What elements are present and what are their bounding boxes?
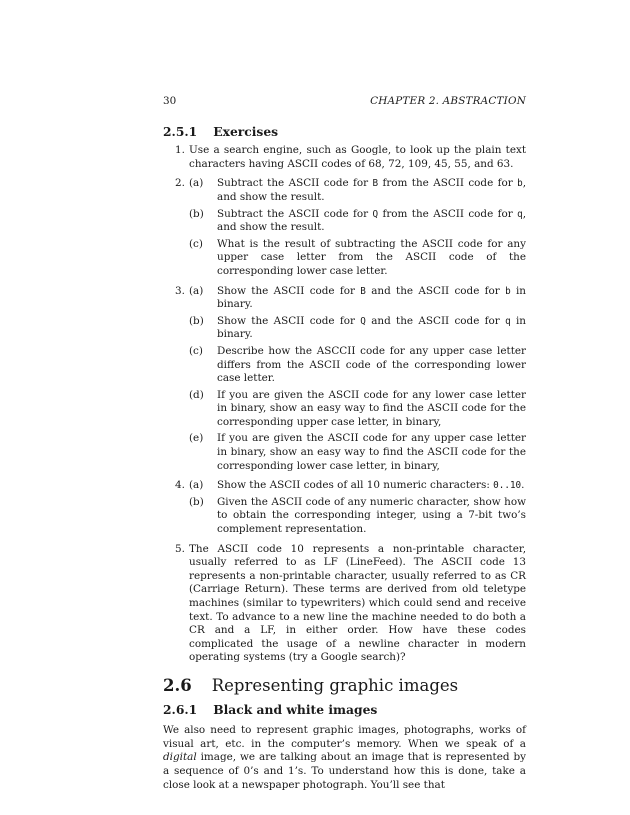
part-text-segment: in binary. (217, 284, 527, 311)
part-text (217, 315, 526, 342)
running-header (163, 95, 526, 109)
exercise-part (189, 238, 526, 279)
part-text-segment: Show the ASCII code for (217, 284, 361, 297)
exercises-title: Exercises (213, 123, 279, 139)
part-text-segment: Show the ASCII code for (217, 314, 361, 327)
exercise-number: 5. (175, 542, 185, 555)
exercise-item (163, 543, 526, 665)
exercise-part (189, 177, 526, 204)
part-text-segment: from the ASCII code for (378, 207, 518, 220)
page (163, 95, 526, 792)
inline-code: Q (372, 208, 379, 220)
subsection-number: 2.6.1 (163, 701, 198, 717)
exercise-item (163, 479, 526, 536)
part-text (217, 177, 526, 204)
part-text-segment: Given the ASCII code of any numeric character, show how to obtain the corresponding integer, using a 7-bit two’s complement representation. (217, 495, 526, 536)
inline-code: B (372, 178, 379, 190)
exercises-heading (163, 125, 526, 139)
section-number: 2.6 (163, 675, 192, 695)
part-label: (d) (189, 388, 204, 401)
section-title: Representing graphic images (211, 675, 459, 695)
exercise-text: Use a search engine, such as Google, to look up the plain text characters having ASCII codes of 68, 72, 109, 45, 55, and 63. (189, 144, 526, 170)
inline-code: 0..10 (493, 480, 522, 492)
subsection-title: Black and white images (213, 701, 378, 717)
part-text (217, 208, 526, 235)
part-text (217, 496, 526, 537)
exercise-parts (189, 177, 526, 278)
inline-code: B (360, 285, 366, 297)
paragraph-emphasis: digital (163, 751, 197, 764)
exercise-part (189, 432, 526, 473)
part-label: (a) (189, 479, 204, 492)
exercise-number: 3. (175, 284, 185, 297)
body-paragraph (163, 724, 526, 792)
part-text-segment: What is the result of subtracting the ASCII code for any upper case letter from the ASCII code of the corresponding lower case letter. (217, 237, 526, 277)
exercise-number: 1. (175, 144, 185, 157)
exercise-parts (189, 479, 526, 536)
exercise-number: 4. (175, 479, 185, 492)
exercise-part (189, 345, 526, 386)
exercise-part (189, 285, 526, 312)
part-text-segment: and the ASCII code for (365, 284, 506, 297)
exercise-text: The ASCII code 10 represents a non-printable character, usually referred to as LF (LineFeed). The ASCII code 13 represents a non-printable character, usually referred to as CR (Carriage Return). These terms are derived from old teletype machines (similar to typewriters) which could send and receive text. To advance to a new line the machine needed to do both a CR and a LF, in either order. How have these codes complicated the usage of a newline character in modern operating systems (try a Google search)? (189, 542, 526, 664)
part-text-segment: Subtract the ASCII code for (217, 177, 373, 190)
part-text (217, 238, 526, 279)
part-text-segment: , and show the result. (217, 207, 526, 234)
part-label: (c) (189, 344, 203, 357)
inline-code: b (505, 285, 511, 297)
part-text (217, 432, 526, 473)
section-heading (163, 675, 526, 695)
part-text-segment: If you are given the ASCII code for any upper case letter in binary, show an easy way to find the ASCII code for the corresponding lower case letter, in binary, (217, 432, 526, 472)
part-text-segment: If you are given the ASCII code for any lower case letter in binary, show an easy way to find the ASCII code for the corresponding upper case letter, in binary, (217, 388, 526, 428)
part-text (217, 285, 526, 312)
part-text (217, 345, 526, 386)
exercise-parts (189, 285, 526, 474)
exercise-part (189, 208, 526, 235)
exercise-part (189, 315, 526, 342)
part-text-segment: Subtract the ASCII code for (217, 207, 373, 220)
part-text-segment: Describe how the ASCCII code for any upper case letter differs from the ASCII code of the corresponding lower case letter. (217, 344, 526, 385)
exercise-item (163, 285, 526, 474)
part-label: (b) (189, 495, 204, 508)
part-text-segment: and the ASCII code for (365, 314, 506, 327)
inline-code: Q (360, 315, 366, 327)
part-text-segment: , and show the result. (217, 177, 526, 203)
part-label: (a) (189, 284, 204, 297)
exercise-item (163, 177, 526, 278)
part-label: (e) (189, 432, 204, 445)
chapter-title: CHAPTER 2. ABSTRACTION (370, 95, 526, 107)
part-label: (b) (189, 314, 204, 327)
part-text-segment: in binary. (217, 314, 527, 341)
exercise-number: 2. (175, 177, 185, 190)
inline-code: q (505, 315, 511, 327)
part-label: (c) (189, 237, 203, 250)
part-text (217, 479, 526, 493)
page-number: 30 (163, 95, 177, 107)
exercise-list (163, 144, 526, 665)
part-text-segment: Show the ASCII codes of all 10 numeric characters: (217, 479, 494, 492)
exercise-part (189, 496, 526, 537)
part-text-segment: . (521, 479, 525, 492)
part-text (217, 389, 526, 430)
part-label: (a) (189, 177, 204, 190)
subsection-heading (163, 703, 526, 717)
exercises-number: 2.5.1 (163, 123, 198, 139)
part-text-segment: from the ASCII code for (378, 177, 518, 190)
exercise-part (189, 479, 526, 493)
inline-code: q (517, 208, 523, 220)
exercise-part (189, 389, 526, 430)
exercise-item (163, 144, 526, 171)
inline-code: b (517, 178, 523, 190)
paragraph-text-end: image, we are talking about an image that is represented by a sequence of 0’s and 1’s. To understand how this is done, take a close look at a newspaper photograph. You’ll see that (163, 751, 526, 791)
paragraph-text-start: We also need to represent graphic images, photographs, works of visual art, etc. in the computer’s memory. When we speak of a (163, 724, 526, 750)
part-label: (b) (189, 207, 204, 220)
